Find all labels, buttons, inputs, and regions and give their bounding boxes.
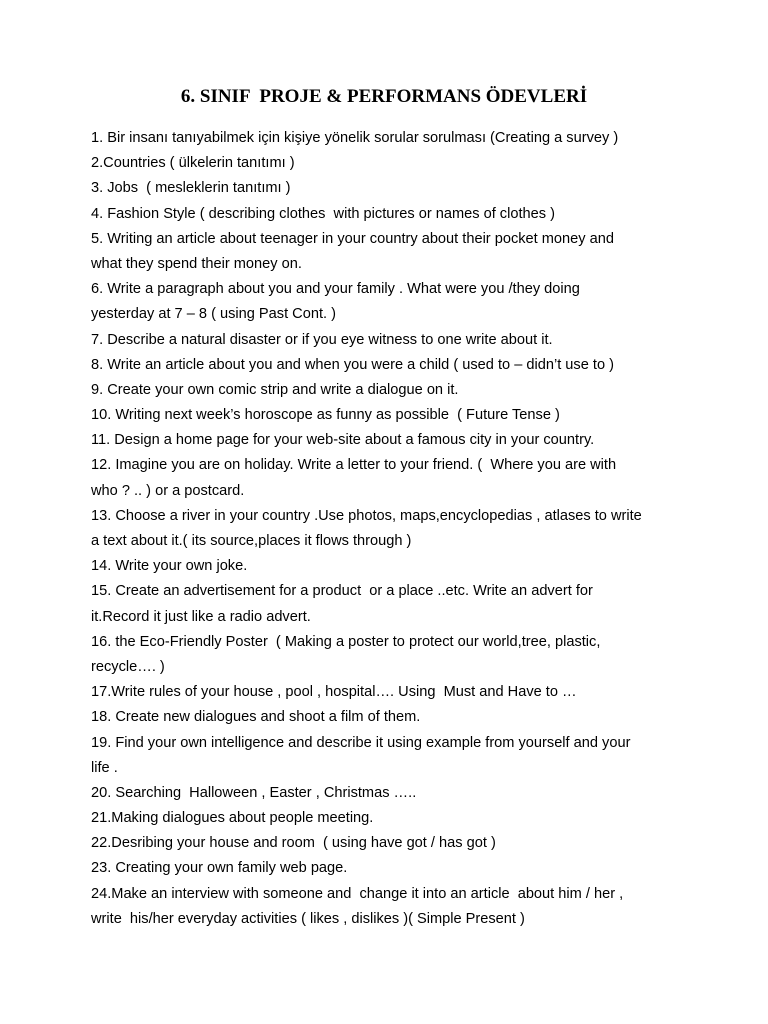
assignment-item-line: 11. Design a home page for your web-site about a famous city in your country. bbox=[91, 432, 595, 449]
assignment-item bbox=[91, 277, 691, 327]
assignment-item bbox=[91, 504, 691, 554]
assignment-item bbox=[91, 126, 691, 151]
assignment-item bbox=[91, 227, 691, 277]
assignment-item bbox=[91, 781, 691, 806]
assignment-item-line: who ? .. ) or a postcard. bbox=[91, 482, 245, 499]
assignment-item-line: 13. Choose a river in your country .Use photos, maps,encyclopedias , atlases to write bbox=[91, 507, 642, 524]
assignment-item-line: 10. Writing next week’s horoscope as funny as possible ( Future Tense ) bbox=[91, 407, 560, 424]
assignment-item-line: 14. Write your own joke. bbox=[91, 558, 248, 575]
assignment-item bbox=[91, 831, 691, 856]
assignment-item bbox=[91, 806, 691, 831]
assignment-item-line: 21.Making dialogues about people meeting. bbox=[91, 810, 374, 827]
assignment-item-line: yesterday at 7 – 8 ( using Past Cont. ) bbox=[91, 306, 336, 323]
assignment-item-line: 1. Bir insanı tanıyabilmek için kişiye yönelik sorular sorulması (Creating a survey ) bbox=[91, 130, 619, 146]
assignment-item bbox=[91, 151, 691, 176]
assignment-item bbox=[91, 731, 691, 781]
assignment-item bbox=[91, 882, 691, 932]
assignment-item bbox=[91, 176, 691, 201]
assignment-item bbox=[91, 202, 691, 227]
assignment-item-line: 23. Creating your own family web page. bbox=[91, 860, 348, 877]
assignment-item-line: 18. Create new dialogues and shoot a film of them. bbox=[91, 709, 421, 726]
assignment-item-line: 24.Make an interview with someone and change it into an article about him / her , bbox=[91, 885, 624, 902]
assignment-item-line: 4. Fashion Style ( describing clothes with pictures or names of clothes ) bbox=[91, 205, 555, 222]
assignment-item bbox=[91, 579, 691, 629]
assignment-item-line: write his/her everyday activities ( likes , dislikes )( Simple Present ) bbox=[91, 910, 525, 927]
assignment-item bbox=[91, 453, 691, 503]
assignment-item-line: 16. the Eco-Friendly Poster ( Making a poster to protect our world,tree, plastic, bbox=[91, 633, 601, 650]
assignment-item-line: life . bbox=[91, 759, 118, 776]
assignment-item-line: 20. Searching Halloween , Easter , Christmas ….. bbox=[91, 784, 417, 801]
page-title: 6. SINIF PROJE & PERFORMANS ÖDEVLERİ bbox=[180, 86, 588, 107]
assignment-list bbox=[91, 126, 691, 932]
assignment-item-line: recycle…. ) bbox=[91, 658, 165, 675]
assignment-item bbox=[91, 705, 691, 730]
assignment-item-line: 12. Imagine you are on holiday. Write a letter to your friend. ( Where you are with bbox=[91, 457, 617, 474]
assignment-item-line: a text about it.( its source,places it flows through ) bbox=[91, 533, 412, 549]
assignment-item-line: 19. Find your own intelligence and describe it using example from yourself and your bbox=[91, 734, 631, 751]
assignment-item bbox=[91, 328, 691, 353]
assignment-item-line: 3. Jobs ( mesleklerin tanıtımı ) bbox=[91, 180, 291, 197]
assignment-item bbox=[91, 554, 691, 579]
assignment-item bbox=[91, 353, 691, 378]
assignment-item-line: 7. Describe a natural disaster or if you eye witness to one write about it. bbox=[91, 331, 553, 348]
assignment-item-line: 2.Countries ( ülkelerin tanıtımı ) bbox=[91, 155, 295, 172]
assignment-item bbox=[91, 680, 691, 705]
assignment-item bbox=[91, 630, 691, 680]
assignment-item bbox=[91, 856, 691, 881]
assignment-item-line: 15. Create an advertisement for a product or a place ..etc. Write an advert for bbox=[91, 583, 593, 600]
assignment-item-line: 5. Writing an article about teenager in your country about their pocket money and bbox=[91, 230, 614, 247]
assignment-item bbox=[91, 428, 691, 453]
assignment-item-line: 9. Create your own comic strip and write a dialogue on it. bbox=[91, 381, 459, 398]
assignment-item-line: 6. Write a paragraph about you and your family . What were you /they doing bbox=[91, 281, 580, 298]
assignment-item-line: 8. Write an article about you and when you were a child ( used to – didn’t use to ) bbox=[91, 356, 614, 373]
assignment-item-line: 22.Desribing your house and room ( using have got / has got ) bbox=[91, 835, 496, 852]
assignment-item bbox=[91, 403, 691, 428]
assignment-item bbox=[91, 378, 691, 403]
assignment-item-line: 17.Write rules of your house , pool , hospital…. Using Must and Have to … bbox=[91, 684, 577, 701]
assignment-item-line: it.Record it just like a radio advert. bbox=[91, 608, 311, 625]
assignment-item-line: what they spend their money on. bbox=[91, 255, 302, 272]
